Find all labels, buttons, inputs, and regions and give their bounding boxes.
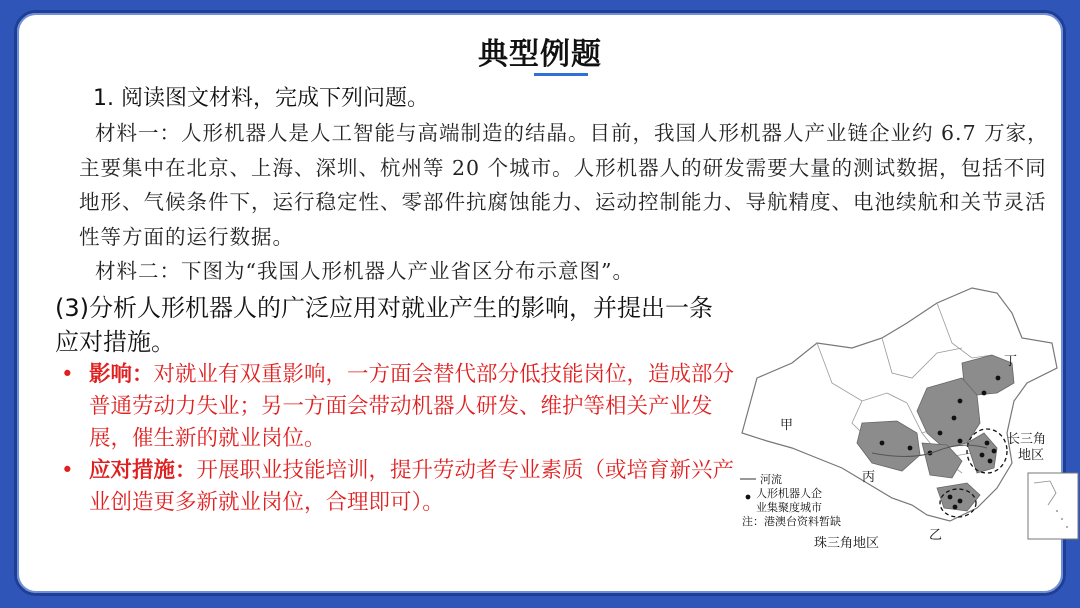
- city-dot: [880, 441, 885, 446]
- bullet-icon: •: [61, 458, 74, 483]
- sub-question: (3)分析人形机器人的广泛应用对就业产生的影响，并提出一条应对措施。: [55, 294, 713, 356]
- label-jia: 甲: [780, 418, 794, 433]
- city-dot: [985, 441, 990, 446]
- city-dot: [908, 446, 913, 451]
- city-legend-icon: [746, 495, 751, 500]
- city-dot: [952, 416, 957, 421]
- city-dot: [948, 495, 953, 500]
- city-dot: [958, 499, 963, 504]
- answer-impact-key: 影响：: [89, 362, 154, 387]
- map-legend: [740, 472, 841, 528]
- material-two-label: 材料二：: [95, 259, 181, 283]
- material-block: [79, 116, 1067, 289]
- answer-measures-text: 开展职业技能培训，提升劳动者专业素质（或培育新兴产业创造更多新就业岗位，合理即可）。: [89, 458, 735, 515]
- legend-cities-1: 人形机器人企: [756, 487, 822, 500]
- label-yangtze-delta-2: 地区: [1018, 448, 1045, 463]
- title-underline: [534, 73, 588, 76]
- answer-impact: [55, 359, 735, 455]
- city-dot: [996, 376, 1001, 381]
- material-one-text: 人形机器人是人工智能与高端制造的结晶。目前，我国人形机器人产业链企业约 6.7 万家，主要集中在北京、上海、深圳、杭州等 20 个城市。人形机器人的研发需要大量的测试数据，包括不同地形、气候条件下，运行稳定性、零部件抗腐蚀能力、运动控制能力、导航精度、电池续航和关节灵活性等方面的运行数据。: [79, 121, 1049, 249]
- legend-cities-2: 业集聚度城市: [756, 501, 822, 514]
- material-two-text: 下图为“我国人形机器人产业省区分布示意图”。: [181, 259, 634, 283]
- answer-measures-key: 应对措施：: [89, 458, 197, 483]
- island-dot: [1056, 510, 1058, 512]
- legend-river: 河流: [760, 473, 782, 486]
- island-dot: [1061, 518, 1063, 520]
- city-dot: [992, 449, 997, 454]
- city-dot: [958, 399, 963, 404]
- material-one: [79, 116, 1067, 254]
- material-one-label: 材料一：: [95, 121, 181, 145]
- slide-card: [14, 10, 1066, 596]
- city-dot: [982, 391, 987, 396]
- china-map-svg: [722, 283, 1080, 553]
- answer-impact-text: 对就业有双重影响，一方面会替代部分低技能岗位，造成部分普通劳动力失业；另一方面会带动机器人研发、维护等相关产业发展，催生新的就业岗位。: [89, 362, 735, 451]
- label-pearl-delta: 珠三角地区: [814, 536, 880, 551]
- answer-list: [55, 359, 735, 519]
- city-dot: [958, 439, 963, 444]
- slide-title: 典型例题: [478, 37, 602, 72]
- china-map-figure: [722, 283, 1080, 553]
- city-dot: [980, 453, 985, 458]
- island-dot: [1066, 526, 1068, 528]
- question-heading: 1. 阅读图文材料，完成下列问题。: [93, 86, 429, 111]
- label-yi: 乙: [929, 528, 943, 543]
- legend-note: 注：港澳台资料暂缺: [742, 515, 841, 528]
- city-dot: [988, 459, 993, 464]
- label-yangtze-delta: 长三角: [1007, 432, 1047, 447]
- label-ding: 丁: [1004, 354, 1018, 369]
- city-dot: [938, 431, 943, 436]
- city-dot: [953, 505, 958, 510]
- label-bing: 丙: [862, 470, 876, 485]
- answer-measures: [55, 455, 735, 519]
- bullet-icon: •: [61, 362, 74, 387]
